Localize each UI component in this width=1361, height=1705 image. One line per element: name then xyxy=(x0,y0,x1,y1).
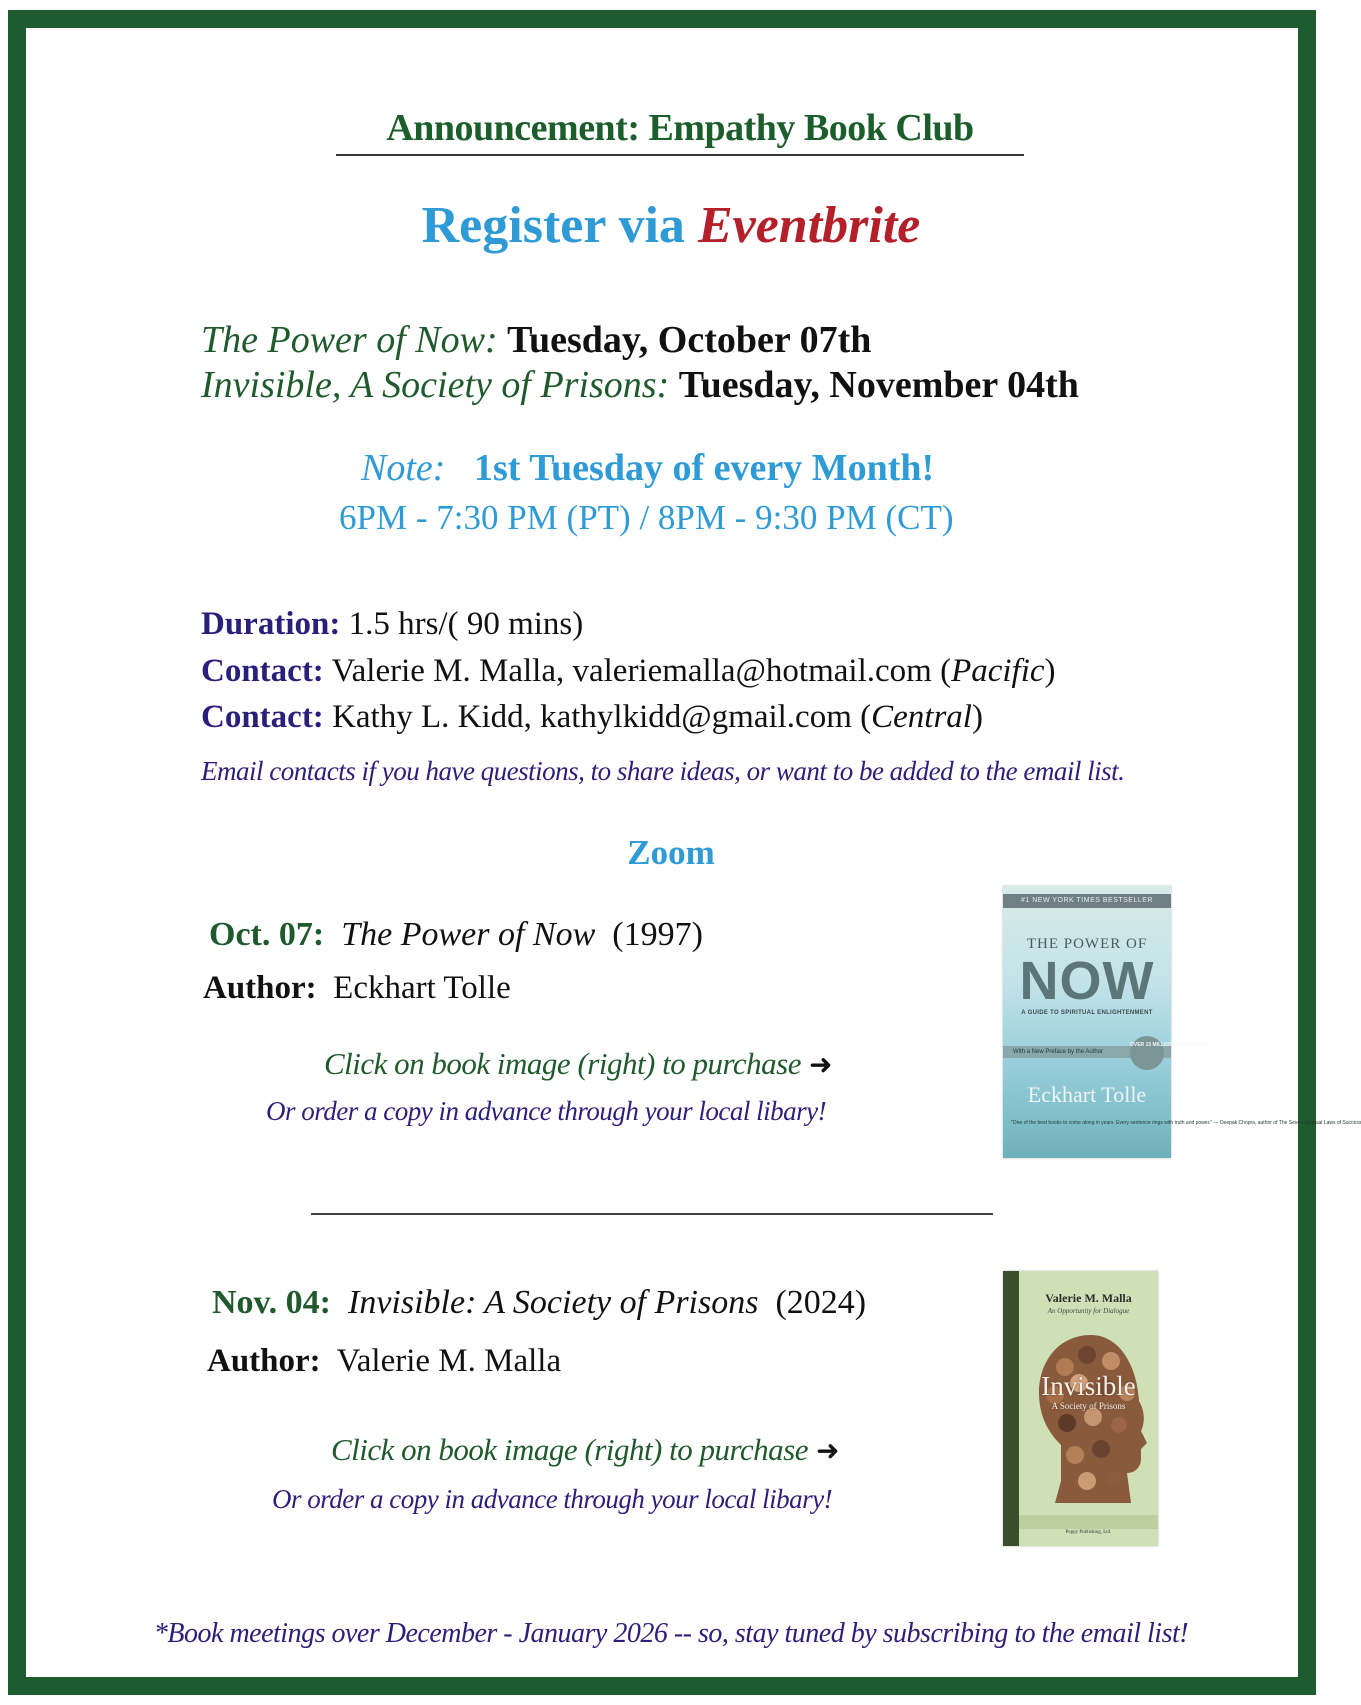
author-name: Eckhart Tolle xyxy=(333,970,511,1006)
event-2-order-text: Or order a copy in advance through your local libary! xyxy=(272,1484,833,1514)
note-text: 1st Tuesday of every Month! xyxy=(473,447,935,489)
author-name: Valerie M. Malla xyxy=(336,1343,562,1379)
event-1-author xyxy=(203,970,511,1007)
cover-spine xyxy=(1003,1271,1019,1546)
arrow-right-icon: ➜ xyxy=(808,1050,832,1081)
arrow-right-icon: ➜ xyxy=(815,1436,839,1467)
cover-tagline: An Opportunity for Dialogue xyxy=(1047,1307,1130,1315)
cover-banner: #1 NEW YORK TIMES BESTSELLER xyxy=(1003,894,1171,908)
schedule-title: Invisible, A Society of Prisons xyxy=(201,364,657,406)
event-date: Oct. 07: xyxy=(209,916,325,953)
meeting-times: 6PM - 7:30 PM (PT) / 8PM - 9:30 PM (CT) xyxy=(339,498,954,537)
contact-label: Contact: xyxy=(201,699,324,735)
event-year: (2024) xyxy=(775,1284,867,1321)
contact-label: Contact: xyxy=(201,653,324,689)
contact-region: Central xyxy=(871,699,972,735)
note-line xyxy=(361,446,934,490)
cover-title: Invisible xyxy=(1041,1371,1136,1401)
contact-line-1: Contact: Valerie M. Malla, valeriemalla@hotmail.com (Pacific) xyxy=(201,653,1056,689)
event-2-heading xyxy=(212,1284,866,1322)
contact-text[interactable]: Kathy L. Kidd, kathylkidd@gmail.com ( xyxy=(332,699,872,735)
invisible-cover[interactable] xyxy=(1003,1271,1158,1546)
cover-subtitle: A GUIDE TO SPIRITUAL ENLIGHTENMENT xyxy=(1021,1010,1153,1016)
contact-text[interactable]: Valerie M. Malla, valeriemalla@hotmail.com ( xyxy=(331,653,952,689)
event-year: (1997) xyxy=(612,916,703,953)
duration-value: 1.5 hrs/( 90 mins) xyxy=(348,606,584,642)
head-silhouette-icon xyxy=(1031,1331,1149,1509)
schedule-line-1: The Power of Now: Tuesday, October 07th xyxy=(201,319,872,361)
cover-title-top: THE POWER OF xyxy=(1026,936,1148,952)
section-divider xyxy=(311,1213,993,1215)
cover-author: Valerie M. Malla xyxy=(1045,1291,1132,1305)
register-prefix: Register via xyxy=(421,197,698,254)
author-label: Author: xyxy=(203,970,317,1006)
platform-label: Zoom xyxy=(627,833,715,872)
event-title: Invisible: A Society of Prisons xyxy=(348,1284,759,1321)
event-2-author xyxy=(207,1343,561,1380)
event-title: The Power of Now xyxy=(341,916,596,953)
event-date: Nov. 04: xyxy=(212,1284,331,1321)
cover-publisher: Peppy Publishing, Ltd. xyxy=(1065,1530,1112,1535)
cover-quote: "One of the best books to come along in years. Every sentence rings with truth and power." — Deepak Chopra, author of The Seven Spiritual Laws of Success xyxy=(1011,1120,1361,1126)
contact-line-2: Contact: Kathy L. Kidd, kathylkidd@gmail.com (Central) xyxy=(201,699,983,735)
eventbrite-link[interactable]: Eventbrite xyxy=(697,197,921,254)
page-frame xyxy=(8,10,1361,1695)
schedule-title: The Power of Now xyxy=(201,319,485,361)
power-of-now-cover[interactable] xyxy=(1003,886,1361,1158)
cover-band: With a New Preface by the Author xyxy=(1003,1046,1171,1058)
cover-bottom-band xyxy=(1019,1515,1158,1529)
duration-label: Duration: xyxy=(201,606,341,642)
note-label: Note: xyxy=(361,447,446,489)
schedule-line-2: Invisible, A Society of Prisons: Tuesday, November 04th xyxy=(201,364,1079,406)
cover-badge: OVER 15 MILLION COPIES SOLD xyxy=(1130,1036,1164,1070)
contact-region: Pacific xyxy=(951,653,1045,689)
event-1-order-text: Or order a copy in advance through your local libary! xyxy=(266,1096,827,1126)
duration-line xyxy=(201,606,583,643)
footer-note: *Book meetings over December - January 2026 -- so, stay tuned by subscribing to the email list! xyxy=(153,1618,1189,1649)
email-note: Email contacts if you have questions, to share ideas, or want to be added to the email list. xyxy=(201,756,1125,786)
event-1-heading xyxy=(209,916,703,954)
event-1-click-text: Click on book image (right) to purchase ➜ xyxy=(324,1046,832,1081)
event-2-click-text: Click on book image (right) to purchase ➜ xyxy=(331,1432,839,1467)
schedule-date: Tuesday, November 04th xyxy=(678,364,1079,406)
register-heading xyxy=(26,196,1316,255)
cover-title-main: NOW xyxy=(1019,951,1155,1011)
cover-author: Eckhart Tolle xyxy=(1027,1082,1147,1107)
author-label: Author: xyxy=(207,1343,321,1379)
announcement-title: Announcement: Empathy Book Club xyxy=(336,106,1024,156)
cover-subtitle: A Society of Prisons xyxy=(1051,1401,1126,1411)
schedule-date: Tuesday, October 07th xyxy=(507,319,872,361)
